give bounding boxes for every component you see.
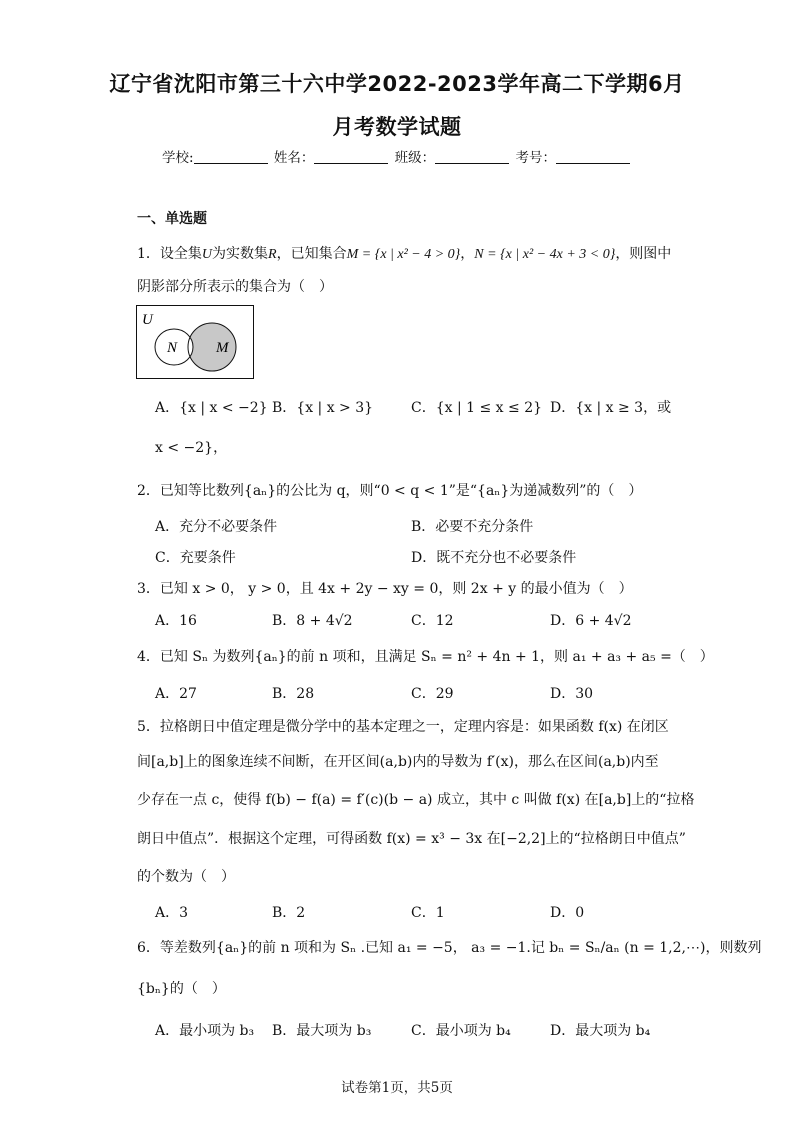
q1-text-c: 为实数集 bbox=[212, 246, 269, 262]
q2-option-b[interactable]: B．必要不充分条件 bbox=[411, 519, 534, 535]
q1-var-u: U bbox=[201, 247, 213, 262]
q1-var-r: R bbox=[268, 247, 277, 262]
q2-option-d[interactable]: D．既不充分也不必要条件 bbox=[411, 550, 577, 566]
q3-option-b[interactable]: B．8 + 4√2 bbox=[272, 613, 353, 629]
name-label: 姓名： bbox=[273, 150, 315, 166]
q5-line5: 的个数为（ ） bbox=[137, 869, 235, 885]
exam-title-line1: 辽宁省沈阳市第三十六中学2022-2023学年高二下学期6月 bbox=[109, 72, 685, 96]
q5-option-d[interactable]: D．0 bbox=[550, 905, 585, 921]
q3-option-a[interactable]: A．16 bbox=[155, 613, 197, 629]
q3-option-c[interactable]: C．12 bbox=[411, 613, 454, 629]
exam-title-line2: 月考数学试题 bbox=[332, 115, 462, 139]
q1-line1 bbox=[137, 243, 671, 263]
q5-line4: 朗日中值点”．根据这个定理，可得函数 f(x) = x³ − 3x 在[−2,2]上的“拉格朗日中值点” bbox=[137, 831, 686, 847]
name-blank[interactable] bbox=[314, 151, 388, 164]
q4-option-b[interactable]: B．28 bbox=[272, 686, 315, 702]
q1-option-d[interactable]: D．{x | x ≥ 3，或 bbox=[550, 400, 672, 416]
q4-option-d[interactable]: D．30 bbox=[550, 686, 594, 702]
q5-line3: 少存在一点 c，使得 f(b) − f(a) = f′(c)(b − a) 成立，其中 c 叫做 f(x) 在[a,b]上的“拉格 bbox=[137, 792, 695, 808]
q1-set-m: M = {x | x² − 4 > 0} bbox=[346, 247, 461, 262]
q1-option-d-continued: x < −2}， bbox=[155, 440, 228, 456]
q5-option-c[interactable]: C．1 bbox=[411, 905, 445, 921]
q6-option-d[interactable]: D．最大项为 b₄ bbox=[550, 1023, 651, 1039]
q2-option-c[interactable]: C．充要条件 bbox=[155, 550, 236, 566]
q5-option-a[interactable]: A．3 bbox=[155, 905, 189, 921]
venn-diagram bbox=[136, 305, 254, 379]
q1-sep: ， bbox=[460, 246, 475, 262]
q1-text-e: ，已知集合 bbox=[276, 246, 347, 262]
q6-option-b[interactable]: B．最大项为 b₃ bbox=[272, 1023, 372, 1039]
q4-option-a[interactable]: A．27 bbox=[155, 686, 197, 702]
class-blank[interactable] bbox=[435, 151, 509, 164]
section-title: 一、单选题 bbox=[137, 211, 207, 227]
q1-set-n: N = {x | x² − 4x + 3 < 0} bbox=[474, 247, 616, 262]
q1-text-a: 1．设全集 bbox=[137, 246, 202, 262]
school-label: 学校: bbox=[162, 150, 194, 166]
q2-option-a[interactable]: A．充分不必要条件 bbox=[155, 519, 278, 535]
q3-option-d[interactable]: D．6 + 4√2 bbox=[550, 613, 632, 629]
q6-line1: 6．等差数列{aₙ}的前 n 项和为 Sₙ .已知 a₁ = −5， a₃ = −1.记 bₙ = Sₙ/aₙ (n = 1,2,⋯)，则数列 bbox=[137, 940, 762, 956]
venn-label-n: N bbox=[167, 340, 178, 356]
q6-option-c[interactable]: C．最小项为 b₄ bbox=[411, 1023, 511, 1039]
q1-text-f: ，则图中 bbox=[615, 246, 672, 262]
venn-label-m: M bbox=[216, 340, 229, 356]
exam-number-label: 考号： bbox=[515, 150, 556, 166]
q1-option-c[interactable]: C．{x | 1 ≤ x ≤ 2} bbox=[411, 400, 543, 416]
exam-number-blank[interactable] bbox=[556, 151, 630, 164]
q3-line: 3．已知 x > 0， y > 0，且 4x + 2y − xy = 0，则 2x + y 的最小值为（ ） bbox=[137, 581, 633, 597]
q4-line: 4．已知 Sₙ 为数列{aₙ}的前 n 项和，且满足 Sₙ = n² + 4n + 1，则 a₁ + a₃ + a₅ =（ ） bbox=[137, 649, 714, 665]
q6-option-a[interactable]: A．最小项为 b₃ bbox=[155, 1023, 255, 1039]
page-footer: 试卷第1页，共5页 bbox=[341, 1080, 453, 1096]
q2-line: 2．已知等比数列{aₙ}的公比为 q，则“0 < q < 1”是“{aₙ}为递减数列”的（ ） bbox=[137, 483, 643, 499]
class-label: 班级： bbox=[394, 150, 436, 166]
school-blank[interactable] bbox=[194, 151, 268, 164]
q1-option-a[interactable]: A．{x | x < −2} bbox=[155, 400, 268, 416]
q5-line2: 间[a,b]上的图象连续不间断，在开区间(a,b)内的导数为 f′(x)，那么在区间(a,b)内至 bbox=[137, 754, 659, 770]
q5-option-b[interactable]: B．2 bbox=[272, 905, 306, 921]
q1-option-b[interactable]: B．{x | x > 3} bbox=[272, 400, 374, 416]
student-info-row bbox=[0, 146, 794, 166]
q1-line2: 阴影部分所表示的集合为（ ） bbox=[137, 279, 333, 295]
venn-label-u: U bbox=[142, 312, 153, 328]
q4-option-c[interactable]: C．29 bbox=[411, 686, 454, 702]
q5-line1: 5．拉格朗日中值定理是微分学中的基本定理之一，定理内容是：如果函数 f(x) 在闭区 bbox=[137, 719, 669, 735]
q6-line2: {bₙ}的（ ） bbox=[137, 981, 226, 997]
